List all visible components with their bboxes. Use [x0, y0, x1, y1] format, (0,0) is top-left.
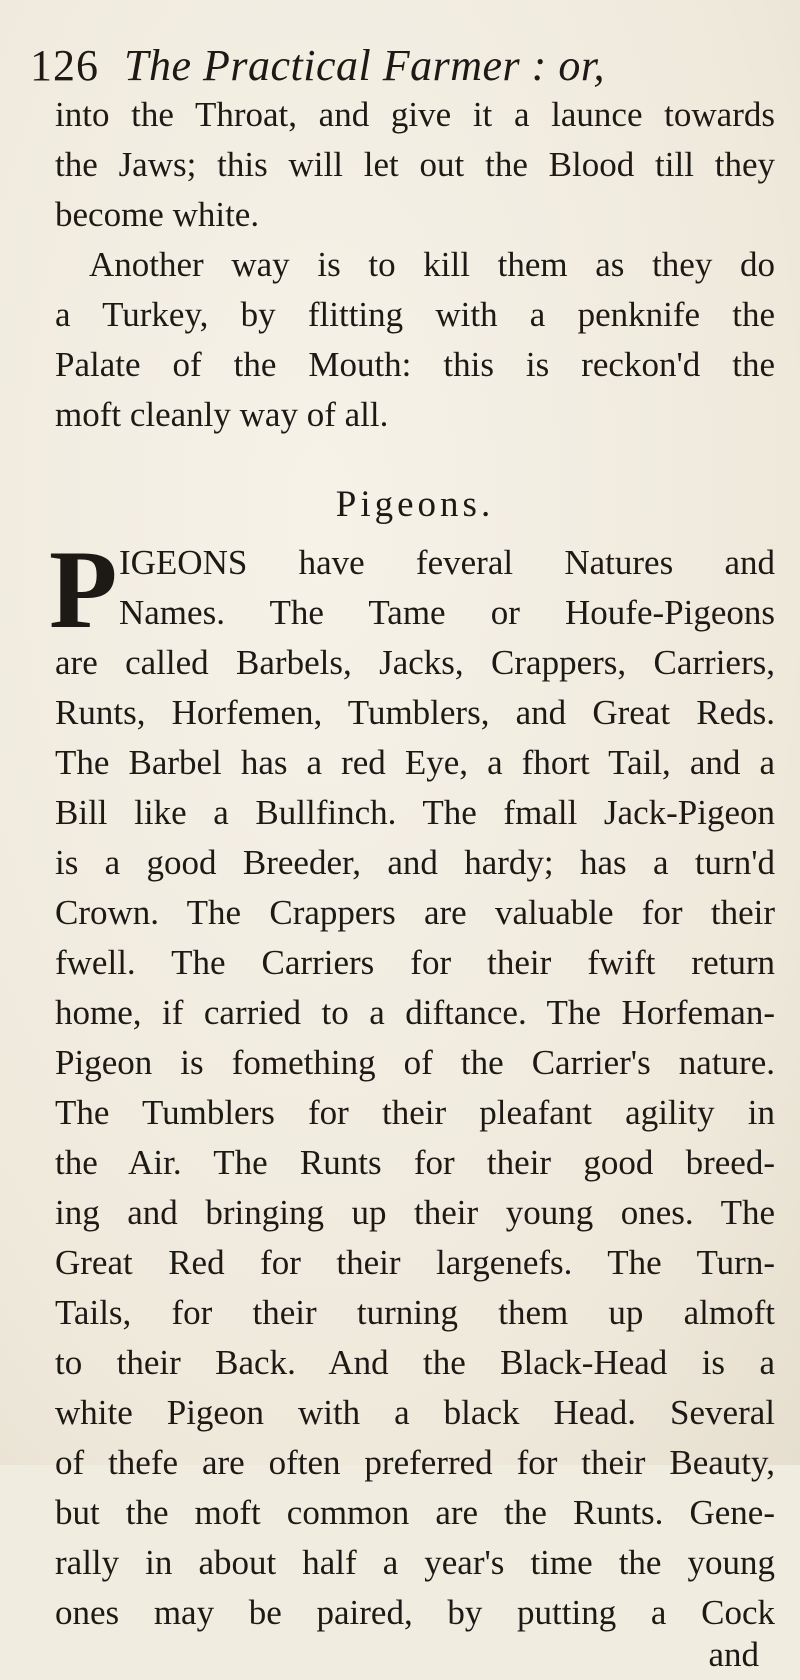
text-line: Another way is to kill them as they do [89, 245, 775, 284]
text-line: Runts, Horfemen, Tumblers, and Great Reds. [55, 693, 775, 732]
body-text [49, 90, 775, 1680]
text-line: Great Red for their largenefs. The Turn- [55, 1243, 775, 1282]
paragraph-2 [55, 240, 775, 440]
paragraph-3 [49, 528, 775, 1638]
catchword: and [708, 1635, 759, 1674]
text-line: fwell. The Carriers for their fwift return [55, 943, 775, 982]
text-line: but the moft common are the Runts. Gene- [55, 1493, 775, 1532]
text-line: Names. The Tame or Houfe-Pigeons [119, 593, 775, 632]
text-line: Tails, for their turning them up almoft [55, 1293, 775, 1332]
text-line: is a good Breeder, and hardy; has a turn'd [55, 843, 775, 882]
text-line: Bill like a Bullfinch. The fmall Jack-Pigeon [55, 793, 775, 832]
drop-cap: P [49, 528, 118, 652]
text-line: to their Back. And the Black-Head is a [55, 1343, 775, 1382]
text-line: of thefe are often preferred for their Beauty, [55, 1443, 775, 1482]
text-line: white Pigeon with a black Head. Several [55, 1393, 775, 1432]
text-line: are called Barbels, Jacks, Crappers, Carriers, [55, 643, 775, 682]
text-line: the Jaws; this will let out the Blood till they [55, 145, 775, 184]
text-line: Palate of the Mouth: this is reckon'd the [55, 345, 775, 384]
paragraph-1 [55, 90, 775, 240]
text-line: Pigeon is fomething of the Carrier's nature. [55, 1043, 775, 1082]
text-line: into the Throat, and give it a launce towards [55, 95, 775, 134]
text-line: home, if carried to a diftance. The Horfeman- [55, 993, 775, 1032]
text-line: The Barbel has a red Eye, a fhort Tail, and a [55, 743, 775, 782]
text-line: The Tumblers for their pleafant agility in [55, 1093, 775, 1132]
text-line: ing and bringing up their young ones. The [55, 1193, 775, 1232]
section-heading: Pigeons. [335, 484, 495, 525]
text-line: the Air. The Runts for their good breed- [55, 1143, 775, 1182]
text-line: rally in about half a year's time the young [55, 1543, 775, 1582]
text-line: moft cleanly way of all. [55, 395, 389, 434]
running-title: The Practical Farmer : or, [124, 41, 606, 90]
text-line: Crown. The Crappers are valuable for their [55, 893, 775, 932]
text-line: a Turkey, by flitting with a penknife the [55, 295, 775, 334]
text-line: become white. [55, 195, 260, 234]
text-line: IGEONS have feveral Natures and [119, 543, 775, 582]
text-line: ones may be paired, by putting a Cock [55, 1593, 775, 1632]
page-number: 126 [30, 41, 99, 90]
